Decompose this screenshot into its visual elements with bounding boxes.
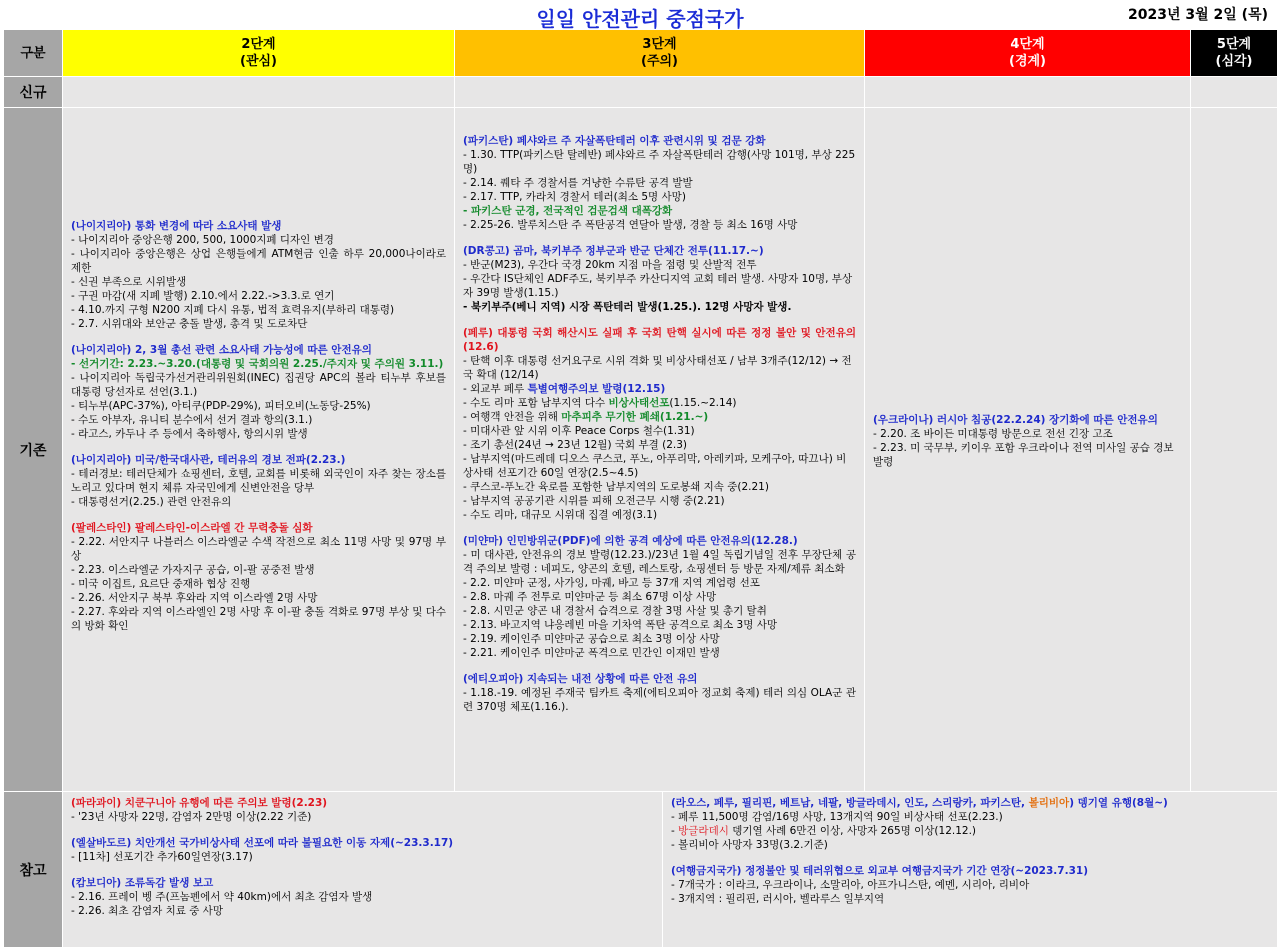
level4-header: 4단계 (경계) [865, 30, 1191, 77]
nigeria-terror-block: (나이지리아) 미국/한국대사관, 테러유의 경보 전파(2.23.) - 테러경보: 테러단체가 쇼핑센터, 호텔, 교회를 비롯해 외국인이 자주 찾는 장소를 노리고 있다며 현지 체류 자국민에게 신변안전을 당부 - 대통령선거(2.25.) 관련 안전유의 [71, 454, 446, 508]
report-date: 2023년 3월 2일 (목) [1128, 7, 1268, 23]
level3-cell [455, 108, 865, 792]
elsalvador-block: (엘살바도르) 치안개선 국가비상사태 선포에 따라 불필요한 이동 자제(~23.3.17) - [11차] 선포기간 추가60일연장(3.17) [71, 837, 454, 863]
country-status-table [3, 29, 1278, 948]
paraguay-block: (파라과이) 치쿤구니아 유행에 따른 주의보 발령(2.23) - '23년 사망자 22명, 감염자 2만명 이상(2.22 기준) [71, 797, 328, 823]
page-title: 일일 안전관리 중점국가 [536, 7, 744, 30]
existing-row-label: 기존 [4, 108, 63, 792]
level5-header: 5단계 (심각) [1191, 30, 1278, 77]
reference-left [63, 792, 663, 947]
existing-row [4, 108, 1278, 792]
level3-header: 3단계 (주의) [455, 30, 865, 77]
level2-cell [63, 108, 455, 792]
category-header: 구분 [4, 30, 63, 77]
reference-right [663, 792, 1277, 947]
peru-block: (페루) 대통령 국회 해산시도 실패 후 국회 탄핵 실시에 따른 정정 불안 및 안전유의(12.6) - 탄핵 이후 대통령 선거요구로 시위 격화 및 비상사태선포 / 남부 3개주(12/12) → 전국 확대 (12/14) - 외교부 페루 특별여행주의보 발령(12.15) - 수도 리마 포함 남부지역 다수 비상사태선포(1.15.~2.14) - 여행객 안전을 위해 마추피추 무기한 폐쇄(1.21.~) - 미대사관 앞 시위 이후 Peace Corps 철수(1.31) - 조기 총선(24년 → 23년 12월) 국회 부결 (2.3) - 남부지역(마드레데 디오스 쿠스코, 푸노, 아푸리막, 아레키파, 모케구아, 따끄나) 비상사태 선포기간 60일 연장(2.5~4.5) - 쿠스코-푸노간 육로를 포함한 남부지역의 도로봉쇄 지속 중(2.21) - 남부지역 공공기관 시위를 피해 오전근무 시행 중(2.21) - 수도 리마, 대규모 시위대 집결 예정(3.1) [463, 327, 856, 521]
new-row [4, 77, 1278, 108]
level2-header: 2단계 (관심) [63, 30, 455, 77]
nigeria-currency-block: (나이지리아) 통화 변경에 따라 소요사태 발생 - 나이지리아 중앙은행 200, 500, 1000지폐 디자인 변경 - 나이지리아 중앙은행은 상업 은행들에게 ATM현금 인출 하루 20,000나이라로 제한 - 신권 부족으로 시위발생 - 구권 마감(새 지폐 발행) 2.10.에서 2.22.->3.3.로 연기 - 4.10.까지 구형 N200 지폐 다시 유통, 법적 효력유지(부하리 대통령) - 2.7. 시위대와 보안군 충돌 발생, 총격 및 도로차단 [71, 220, 446, 330]
ukraine-block: (우크라이나) 러시아 침공(22.2.24) 장기화에 따른 안전유의 - 2.20. 조 바이든 미대통령 방문으로 전선 긴장 고조 - 2.23. 미 국무부, 키이우 포함 우크라이나 전역 미사일 공습 경보 발령 [873, 414, 1174, 468]
nigeria-election-block: (나이지리아) 2, 3월 총선 관련 소요사태 가능성에 따른 안전유의 - 선거기간: 2.23.~3.20.(대통령 및 국회의원 2.25./주지자 및 주의원 3.11.) - 나이지리아 독립국가선거관리위원회(INEC) 집권당 APC의 볼라 티누부 후보를 대통령 당선자로 선언(3.1.) - 티누부(APC-37%), 아티쿠(PDP-29%), 피터오비(노동당-25%) - 수도 아부자, 유니티 분수에서 선거 결과 항의(3.1.) - 라고스, 카두나 주 등에서 축하행사, 항의시위 발생 [71, 344, 446, 440]
level5-cell [1191, 108, 1278, 792]
reference-row-label: 참고 [4, 792, 63, 948]
drcongo-block: (DR콩고) 곰마, 북키부주 정부군과 반군 단체간 전투(11.17.~) - 반군(M23), 우간다 국경 20km 지점 마을 점령 및 산발적 전투 - 우간다 IS단체인 ADF주도, 북키부주 카산디지역 교회 테러 발생. 사망자 10명, 부상자 39명 발생(1.15.) - 북키부주(베니 지역) 시장 폭탄테러 발생(1.25.). 12명 사망자 발생. [463, 245, 853, 313]
myanmar-block: (미얀마) 인민방위군(PDF)에 의한 공격 예상에 따른 안전유의(12.28.) - 미 대사관, 안전유의 경보 발령(12.23.)/23년 1월 4일 독립기념일 전후 무장단체 공격 주의보 발령 : 네피도, 양곤의 호텔, 레스토랑, 쇼핑센터 등 방문 자제/제류 최소화 - 2.2. 미얀마 군정, 사가잉, 마궤, 바고 등 37개 지역 계엄령 선포 - 2.8. 마궤 주 전투로 미얀마군 등 최소 67명 이상 사망 - 2.8. 시민군 양곤 내 경찰서 습격으로 경찰 3명 사살 및 총기 탈취 - 2.13. 바고지역 냐응레빈 마을 기차역 폭탄 공격으로 최소 3명 사망 - 2.19. 케이인주 미얀마군 공습으로 최소 3명 이상 사망 - 2.21. 케이인주 미얀마군 폭격으로 민간인 이재민 발생 [463, 535, 856, 659]
travel-ban-block: (여행금지국가) 정정불안 및 테러위협으로 외교부 여행금지국가 기간 연장(~2023.7.31) - 7개국가 : 이라크, 우크라이나, 소말리아, 아프가니스탄, 예멘, 시리아, 리비아 - 3개지역 : 필리핀, 러시아, 벨라루스 일부지역 [671, 865, 1088, 905]
palestine-block: (팔레스타인) 팔레스타인-이스라엘 간 무력충돌 심화 - 2.22. 서안지구 나블러스 이스라엘군 수색 작전으로 최소 11명 사망 및 97명 부상 - 2.23. 이스라엘군 가자지구 공습, 이-팔 공중전 발생 - 미국 이집트, 요르단 중재하 협상 진행 - 2.26. 서안지구 북부 후와라 지역 이스라엘 2명 사망 - 2.27. 후와라 지역 이스라엘인 2명 사망 후 이-팔 충돌 격화로 97명 부상 및 다수의 방화 확인 [71, 522, 446, 632]
header-row [4, 30, 1278, 77]
ethiopia-block: (에티오피아) 지속되는 내전 상황에 따른 안전 유의 - 1.18.-19. 예정된 주재국 팀카트 축제(에티오피아 정교회 축제) 테러 의심 OLA군 관련 370명 체포(1.16.). [463, 673, 856, 713]
level4-cell [865, 108, 1191, 792]
reference-row [4, 792, 1278, 948]
dengue-block: (라오스, 페루, 필리핀, 베트남, 네팔, 방글라데시, 인도, 스리랑카, 파키스탄, 볼리비아) 뎅기열 유행(8월~) - 페루 11,500명 감염/16명 사망, 13개지역 90일 비상사태 선포(2.23.) - 방글라데시 뎅기열 사례 6만건 이상, 사망자 265명 이상(12.12.) - 볼리비아 사망자 33명(3.2.기준) [671, 797, 1168, 851]
reference-cell [63, 792, 1278, 948]
new-row-label: 신규 [4, 77, 63, 108]
cambodia-block: (캄보디아) 조류독감 발생 보고 - 2.16. 프레이 벵 주(프놈펜에서 약 40km)에서 최초 감염자 발생 - 2.26. 최초 감염자 치료 중 사망 [71, 877, 373, 917]
pakistan-block: (파키스탄) 페샤와르 주 자살폭탄테러 이후 관련시위 및 검문 강화 - 1.30. TTP(파키스탄 탈레반) 페샤와르 주 자살폭탄테러 감행(사망 101명, 부상 225명) - 2.14. 퀘타 주 경찰서를 겨냥한 수류탄 공격 발발 - 2.17. TTP, 카라치 경찰서 테러(최소 5명 사망) - 파키스탄 군경, 전국적인 검문검색 대폭강화 - 2.25-26. 발루치스탄 주 폭탄공격 연달아 발생, 경찰 등 최소 16명 사망 [463, 135, 856, 231]
